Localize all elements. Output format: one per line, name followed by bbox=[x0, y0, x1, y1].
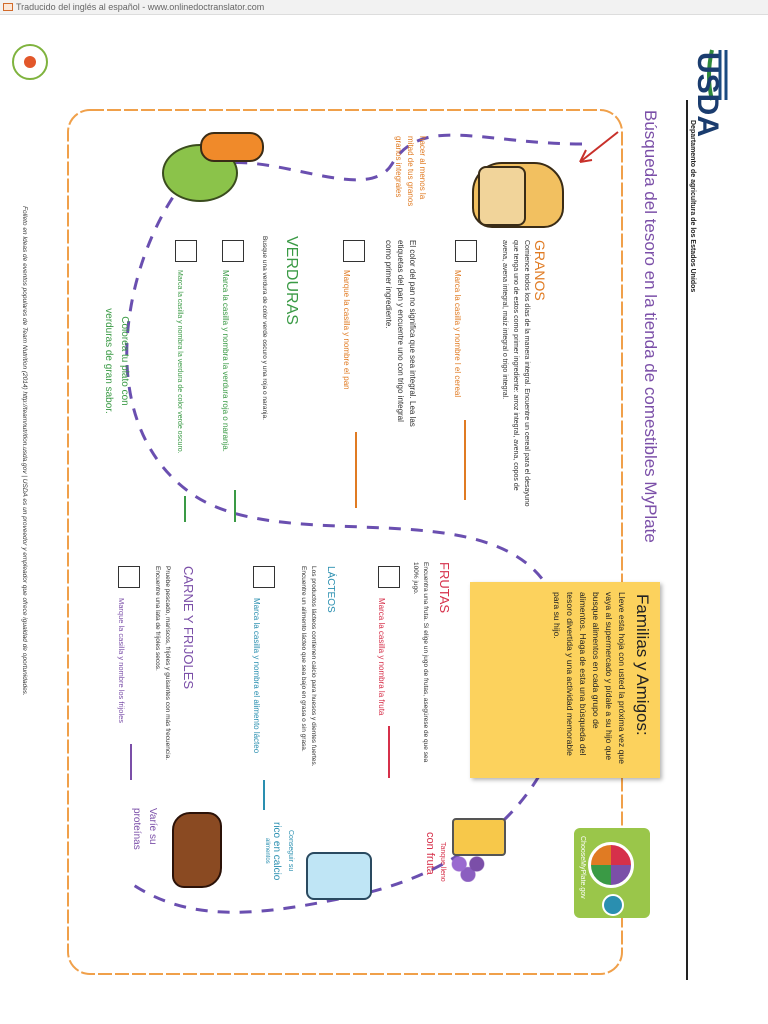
header-divider bbox=[686, 100, 688, 980]
milk-jug-illustration bbox=[306, 852, 372, 900]
document-icon bbox=[3, 3, 13, 11]
red-arrow-icon bbox=[572, 128, 622, 174]
dairy-answer-line[interactable] bbox=[263, 780, 265, 810]
myplate-label: ChooseMyPlate.gov bbox=[579, 836, 586, 899]
vegetables-dark-green-answer-line[interactable] bbox=[184, 496, 186, 522]
team-nutrition-logo bbox=[12, 44, 48, 80]
fruits-checkbox[interactable] bbox=[378, 566, 400, 588]
vegetables-heading: VERDURAS bbox=[283, 236, 300, 325]
dairy-tip-small2: alimentos bbox=[264, 838, 270, 864]
dairy-tip-big: rico en calcio bbox=[271, 822, 282, 881]
grains-bread-answer-line[interactable] bbox=[355, 432, 357, 508]
grains-intro: Comience todos los días de la manera integral. Encuentre un cereal para el desayuno que tenga uno de estos como primer ingrediente: arroz integral, avena, copos de avena, avena integral, maíz integral o trigo integral. bbox=[501, 240, 530, 507]
grapes-illustration bbox=[446, 852, 490, 882]
fruits-answer-line[interactable] bbox=[388, 726, 390, 778]
protein-task: Marque la casilla y nombre los frijoles bbox=[117, 598, 126, 724]
vegetables-tip: Colorea tu plato con verduras de gran sabor. bbox=[103, 308, 130, 414]
fruits-task: Marca la casilla y nombra la fruta bbox=[377, 598, 386, 716]
steak-illustration bbox=[172, 812, 222, 888]
vegetables-dark-green-task: Marca la casilla y nombra la verdura de color verde oscuro. bbox=[176, 270, 183, 454]
dairy-task: Marca la casilla y nombra el alimento lácteo bbox=[252, 598, 261, 754]
footer-credit: Folleto en Ideas de eventos populares de Team Nutrition (2014) http://teamnutrition.usda.gov | USDA es un proveedor y empleador que ofrece igualdad de oportunidades. bbox=[21, 206, 28, 696]
fruits-heading: FRUTAS bbox=[437, 562, 452, 614]
grains-bread-checkbox[interactable] bbox=[343, 240, 365, 262]
families-heading: Familias y Amigos: bbox=[633, 594, 652, 736]
fruits-intro: Encuentra una fruta. Si elige un jugo de frutas, asegúrese de que sea 100% jugo. bbox=[412, 562, 429, 763]
grains-cereal-checkbox[interactable] bbox=[455, 240, 477, 262]
dairy-intro: Los productos lácteos contienen calcio para huesos y dientes fuertes. Encuentre un alimento lácteo que sea bajo en grasa o sin grasa. bbox=[300, 566, 317, 767]
grains-cereal-answer-line[interactable] bbox=[464, 420, 466, 500]
families-text: Lleve esta hoja con usted la próxima vez que vaya al supermercado y pídale a su hijo que busque alimentos en cada grupo de alimentos. Haga de esta una búsqueda del tesoro divertida y una actividad memorable para su hijo. bbox=[552, 592, 627, 764]
grains-bread-note: El color del pan no significa que sea integral. Lea las etiquetas del pan y encuentre uno con trigo integral como primer ingrediente. bbox=[384, 240, 417, 427]
usda-wordmark: USDA bbox=[691, 52, 724, 138]
page-title: Búsqueda del tesoro en la tienda de comestibles MyPlate bbox=[641, 110, 660, 543]
fruits-tip-big: con fruta bbox=[424, 832, 436, 875]
dairy-heading: LÁCTEOS bbox=[325, 566, 336, 613]
translator-bar bbox=[0, 0, 768, 15]
vegetables-red-orange-task: Marca la casilla y nombra la verdura roja o naranja. bbox=[221, 270, 230, 452]
fruits-tip-small: Tanque lleno bbox=[439, 842, 446, 882]
protein-intro: Pruebe pescado, mariscos, frijoles y guisantes con más frecuencia. Encuentre una lata de frijoles secos. bbox=[154, 566, 171, 761]
grains-bread-task: Marque la casilla y nombre el pan bbox=[342, 270, 351, 390]
dairy-tip-small: Conseguir su bbox=[287, 830, 294, 872]
bread-slice-illustration bbox=[478, 166, 526, 226]
dairy-checkbox[interactable] bbox=[253, 566, 275, 588]
vegetables-intro: Busque una verdura de color verde oscuro y una roja o naranja. bbox=[261, 236, 268, 420]
protein-checkbox[interactable] bbox=[118, 566, 140, 588]
protein-tip: Varíe su proteínas bbox=[131, 808, 158, 850]
grains-heading: GRANOS bbox=[532, 240, 548, 301]
department-name: Departamento de agricultura de los Estados Unidos bbox=[689, 120, 696, 293]
protein-answer-line[interactable] bbox=[130, 744, 132, 780]
juice-glass-illustration bbox=[452, 818, 506, 856]
grains-tip: hacer al menos la mitad de tus granos granos integrales bbox=[394, 136, 427, 207]
carrot-illustration bbox=[200, 132, 264, 162]
grains-cereal-task: Marca la casilla y nombre l el cereal bbox=[453, 270, 462, 398]
vegetables-dark-green-checkbox[interactable] bbox=[175, 240, 197, 262]
translator-text: Traducido del inglés al español - www.onlinedoctranslator.com bbox=[16, 2, 265, 12]
vegetables-red-orange-answer-line[interactable] bbox=[234, 490, 236, 522]
protein-heading: CARNE Y FRIJOLES bbox=[181, 566, 196, 690]
vegetables-red-orange-checkbox[interactable] bbox=[222, 240, 244, 262]
